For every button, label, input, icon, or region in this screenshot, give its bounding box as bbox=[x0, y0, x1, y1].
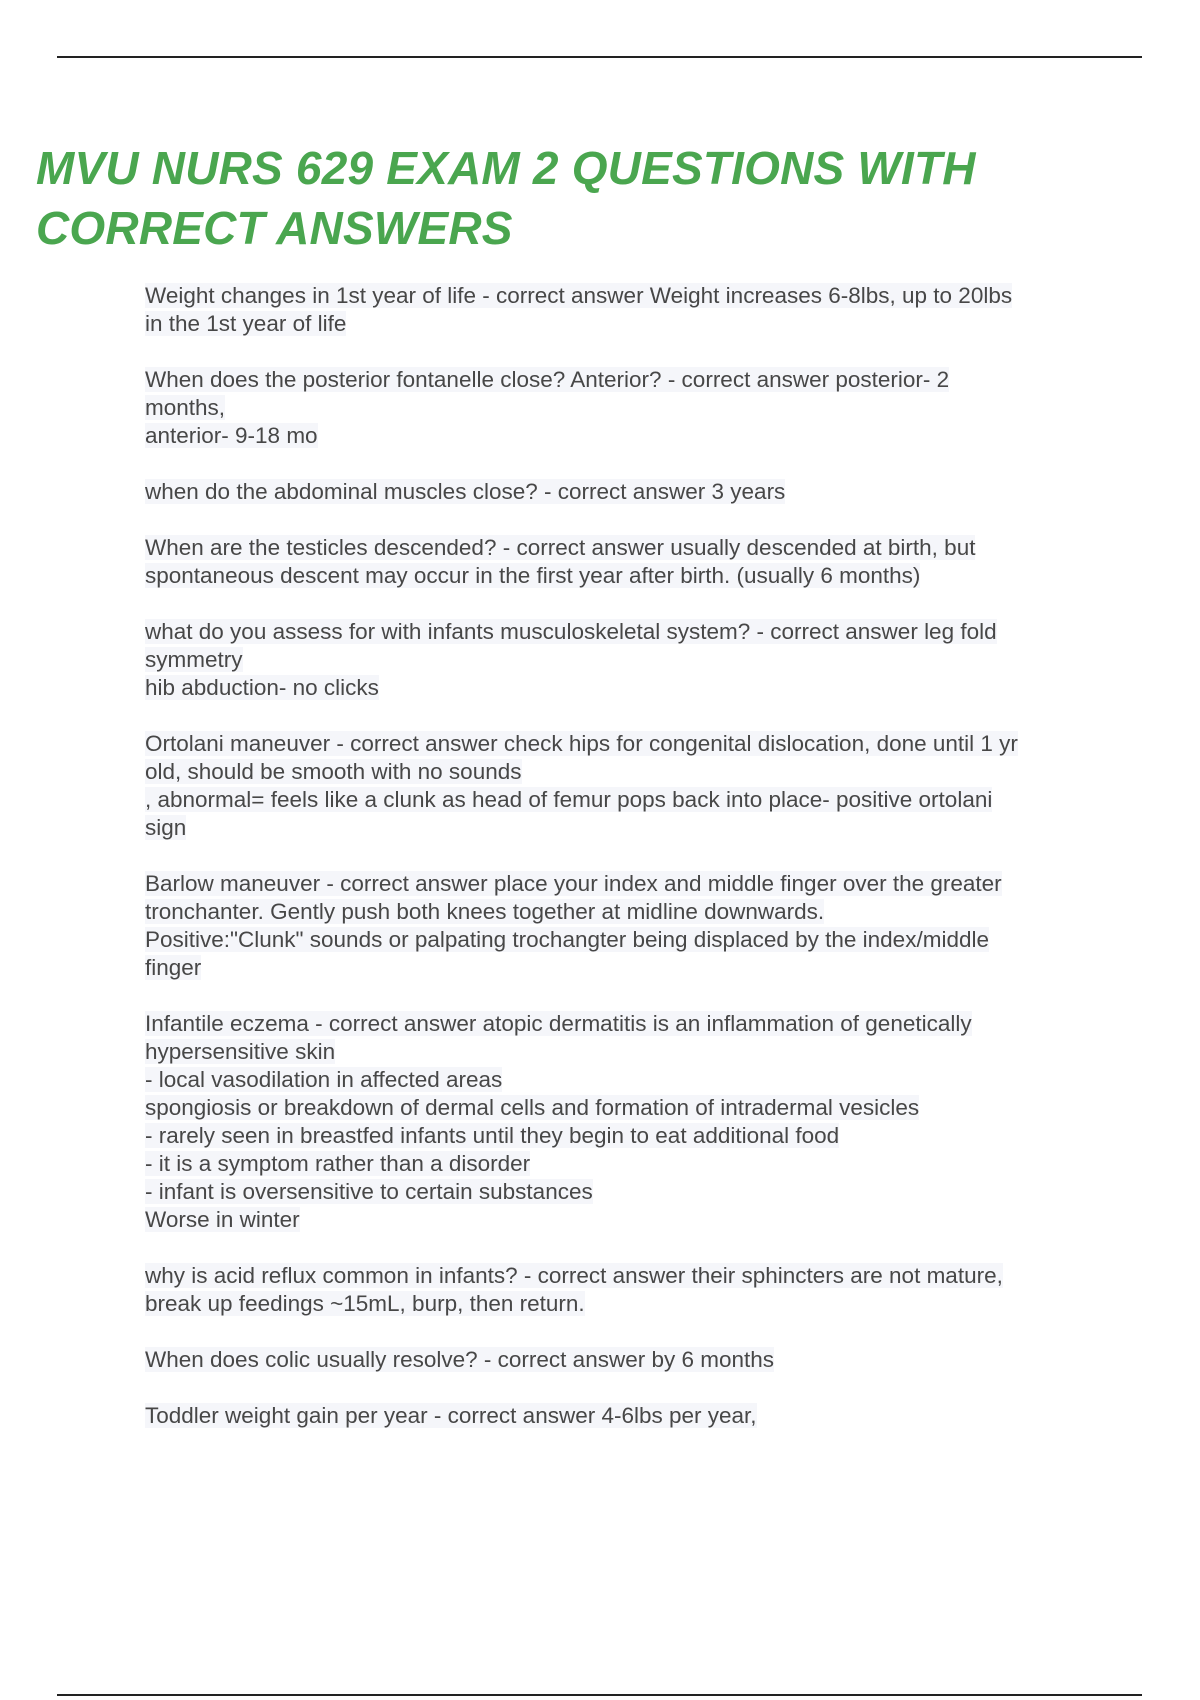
qa-line-text: When are the testicles descended? - correct answer usually descended at birth, but bbox=[145, 535, 976, 560]
qa-line bbox=[145, 646, 1095, 674]
qa-line bbox=[145, 478, 1095, 506]
qa-item bbox=[145, 870, 1095, 982]
qa-line-text: months, bbox=[145, 395, 226, 420]
qa-line bbox=[145, 926, 1095, 954]
qa-line-text: , abnormal= feels like a clunk as head of femur pops back into place- positive ortolani bbox=[145, 787, 993, 812]
qa-line-text: Weight changes in 1st year of life - correct answer Weight increases 6-8lbs, up to 20lbs bbox=[145, 283, 1013, 308]
qa-line bbox=[145, 394, 1095, 422]
qa-item bbox=[145, 478, 1095, 506]
qa-line bbox=[145, 730, 1095, 758]
qa-item bbox=[145, 1010, 1095, 1234]
qa-line bbox=[145, 310, 1095, 338]
qa-line-text: spontaneous descent may occur in the first year after birth. (usually 6 months) bbox=[145, 563, 921, 588]
qa-line bbox=[145, 758, 1095, 786]
qa-line-text: When does the posterior fontanelle close? Anterior? - correct answer posterior- 2 bbox=[145, 367, 950, 392]
qa-line bbox=[145, 1094, 1095, 1122]
qa-line bbox=[145, 1066, 1095, 1094]
qa-line bbox=[145, 1290, 1095, 1318]
qa-line-text: hypersensitive skin bbox=[145, 1039, 336, 1064]
document-title bbox=[36, 138, 1136, 258]
qa-line-text: old, should be smooth with no sounds bbox=[145, 759, 522, 784]
qa-line-text: - infant is oversensitive to certain substances bbox=[145, 1179, 593, 1204]
qa-line bbox=[145, 1178, 1095, 1206]
qa-line bbox=[145, 1038, 1095, 1066]
qa-line bbox=[145, 898, 1095, 926]
qa-line-text: - it is a symptom rather than a disorder bbox=[145, 1151, 531, 1176]
qa-item bbox=[145, 282, 1095, 338]
qa-item bbox=[145, 730, 1095, 842]
qa-line bbox=[145, 1150, 1095, 1178]
qa-line bbox=[145, 618, 1095, 646]
qa-line-text: when do the abdominal muscles close? - correct answer 3 years bbox=[145, 479, 786, 504]
qa-line-text: break up feedings ~15mL, burp, then return. bbox=[145, 1291, 585, 1316]
qa-line-text: Ortolani maneuver - correct answer check hips for congenital dislocation, done until 1 yr bbox=[145, 731, 1018, 756]
qa-line-text: sign bbox=[145, 815, 187, 840]
title-line-1: MVU NURS 629 EXAM 2 QUESTIONS WITH bbox=[36, 142, 976, 194]
qa-line bbox=[145, 1346, 1095, 1374]
question-answer-list bbox=[145, 282, 1095, 1458]
qa-line-text: - rarely seen in breastfed infants until they begin to eat additional food bbox=[145, 1123, 840, 1148]
qa-line-text: tronchanter. Gently push both knees together at midline downwards. bbox=[145, 899, 825, 924]
qa-line bbox=[145, 674, 1095, 702]
qa-line bbox=[145, 282, 1095, 310]
qa-line-text: finger bbox=[145, 955, 202, 980]
qa-line-text: why is acid reflux common in infants? - correct answer their sphincters are not mature, bbox=[145, 1263, 1003, 1288]
qa-line bbox=[145, 870, 1095, 898]
qa-line-text: - local vasodilation in affected areas bbox=[145, 1067, 503, 1092]
qa-line bbox=[145, 786, 1095, 814]
qa-item bbox=[145, 1402, 1095, 1430]
qa-line-text: anterior- 9-18 mo bbox=[145, 423, 318, 448]
qa-line-text: Toddler weight gain per year - correct answer 4-6lbs per year, bbox=[145, 1403, 757, 1428]
qa-line bbox=[145, 1010, 1095, 1038]
qa-item bbox=[145, 1262, 1095, 1318]
qa-line bbox=[145, 1262, 1095, 1290]
qa-line bbox=[145, 1122, 1095, 1150]
qa-line bbox=[145, 366, 1095, 394]
qa-line-text: When does colic usually resolve? - correct answer by 6 months bbox=[145, 1347, 775, 1372]
qa-line bbox=[145, 1402, 1095, 1430]
qa-item bbox=[145, 366, 1095, 450]
qa-line bbox=[145, 562, 1095, 590]
qa-line bbox=[145, 954, 1095, 982]
qa-line-text: Infantile eczema - correct answer atopic dermatitis is an inflammation of genetically bbox=[145, 1011, 972, 1036]
qa-line-text: Positive:"Clunk" sounds or palpating trochangter being displaced by the index/middle bbox=[145, 927, 989, 952]
qa-line-text: spongiosis or breakdown of dermal cells and formation of intradermal vesicles bbox=[145, 1095, 920, 1120]
qa-item bbox=[145, 618, 1095, 702]
bottom-rule bbox=[57, 1694, 1142, 1696]
qa-line-text: Worse in winter bbox=[145, 1207, 300, 1232]
qa-line bbox=[145, 1206, 1095, 1234]
qa-line-text: hib abduction- no clicks bbox=[145, 675, 379, 700]
qa-line bbox=[145, 534, 1095, 562]
qa-item bbox=[145, 1346, 1095, 1374]
qa-line bbox=[145, 814, 1095, 842]
qa-item bbox=[145, 534, 1095, 590]
qa-line-text: what do you assess for with infants musculoskeletal system? - correct answer leg fold bbox=[145, 619, 997, 644]
qa-line-text: symmetry bbox=[145, 647, 243, 672]
qa-line bbox=[145, 422, 1095, 450]
qa-line-text: Barlow maneuver - correct answer place your index and middle finger over the greater bbox=[145, 871, 1002, 896]
top-rule bbox=[57, 56, 1142, 58]
qa-line-text: in the 1st year of life bbox=[145, 311, 347, 336]
title-line-2: CORRECT ANSWERS bbox=[36, 202, 513, 254]
